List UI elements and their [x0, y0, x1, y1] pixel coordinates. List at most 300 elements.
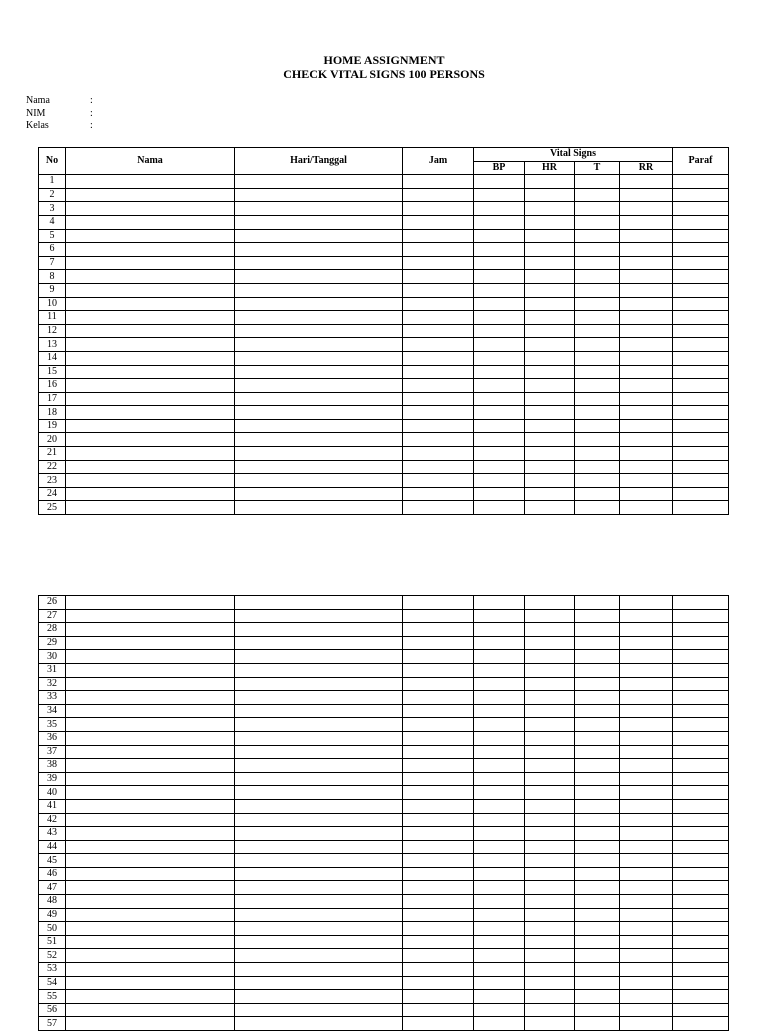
rr-cell[interactable]: [620, 636, 673, 650]
t-cell[interactable]: [575, 596, 620, 610]
bp-cell[interactable]: [474, 338, 525, 352]
paraf-cell[interactable]: [673, 433, 729, 447]
hari-tanggal-cell[interactable]: [235, 188, 403, 202]
paraf-cell[interactable]: [673, 596, 729, 610]
hr-cell[interactable]: [525, 745, 575, 759]
nama-cell[interactable]: [66, 650, 235, 664]
t-cell[interactable]: [575, 799, 620, 813]
t-cell[interactable]: [575, 256, 620, 270]
paraf-cell[interactable]: [673, 392, 729, 406]
paraf-cell[interactable]: [673, 487, 729, 501]
hari-tanggal-cell[interactable]: [235, 799, 403, 813]
nama-cell[interactable]: [66, 854, 235, 868]
hari-tanggal-cell[interactable]: [235, 270, 403, 284]
jam-cell[interactable]: [403, 270, 474, 284]
t-cell[interactable]: [575, 311, 620, 325]
t-cell[interactable]: [575, 365, 620, 379]
nama-cell[interactable]: [66, 311, 235, 325]
hari-tanggal-cell[interactable]: [235, 963, 403, 977]
nama-cell[interactable]: [66, 256, 235, 270]
jam-cell[interactable]: [403, 392, 474, 406]
hr-cell[interactable]: [525, 867, 575, 881]
jam-cell[interactable]: [403, 609, 474, 623]
hari-tanggal-cell[interactable]: [235, 297, 403, 311]
nama-cell[interactable]: [66, 935, 235, 949]
paraf-cell[interactable]: [673, 840, 729, 854]
jam-cell[interactable]: [403, 976, 474, 990]
hari-tanggal-cell[interactable]: [235, 501, 403, 515]
jam-cell[interactable]: [403, 691, 474, 705]
bp-cell[interactable]: [474, 324, 525, 338]
bp-cell[interactable]: [474, 256, 525, 270]
nama-cell[interactable]: [66, 827, 235, 841]
bp-cell[interactable]: [474, 243, 525, 257]
paraf-cell[interactable]: [673, 922, 729, 936]
jam-cell[interactable]: [403, 949, 474, 963]
nama-cell[interactable]: [66, 786, 235, 800]
bp-cell[interactable]: [474, 854, 525, 868]
hari-tanggal-cell[interactable]: [235, 895, 403, 909]
rr-cell[interactable]: [620, 623, 673, 637]
t-cell[interactable]: [575, 392, 620, 406]
jam-cell[interactable]: [403, 202, 474, 216]
rr-cell[interactable]: [620, 813, 673, 827]
t-cell[interactable]: [575, 881, 620, 895]
rr-cell[interactable]: [620, 379, 673, 393]
hari-tanggal-cell[interactable]: [235, 840, 403, 854]
paraf-cell[interactable]: [673, 691, 729, 705]
jam-cell[interactable]: [403, 786, 474, 800]
hari-tanggal-cell[interactable]: [235, 786, 403, 800]
hari-tanggal-cell[interactable]: [235, 406, 403, 420]
nama-cell[interactable]: [66, 840, 235, 854]
paraf-cell[interactable]: [673, 324, 729, 338]
hr-cell[interactable]: [525, 677, 575, 691]
t-cell[interactable]: [575, 501, 620, 515]
hr-cell[interactable]: [525, 297, 575, 311]
paraf-cell[interactable]: [673, 799, 729, 813]
hr-cell[interactable]: [525, 704, 575, 718]
nama-cell[interactable]: [66, 867, 235, 881]
bp-cell[interactable]: [474, 949, 525, 963]
t-cell[interactable]: [575, 609, 620, 623]
t-cell[interactable]: [575, 623, 620, 637]
bp-cell[interactable]: [474, 745, 525, 759]
bp-cell[interactable]: [474, 922, 525, 936]
paraf-cell[interactable]: [673, 650, 729, 664]
bp-cell[interactable]: [474, 908, 525, 922]
nama-cell[interactable]: [66, 447, 235, 461]
t-cell[interactable]: [575, 487, 620, 501]
hr-cell[interactable]: [525, 990, 575, 1004]
nama-cell[interactable]: [66, 759, 235, 773]
bp-cell[interactable]: [474, 731, 525, 745]
paraf-cell[interactable]: [673, 215, 729, 229]
hari-tanggal-cell[interactable]: [235, 419, 403, 433]
bp-cell[interactable]: [474, 283, 525, 297]
t-cell[interactable]: [575, 772, 620, 786]
jam-cell[interactable]: [403, 175, 474, 189]
rr-cell[interactable]: [620, 609, 673, 623]
hari-tanggal-cell[interactable]: [235, 609, 403, 623]
rr-cell[interactable]: [620, 297, 673, 311]
jam-cell[interactable]: [403, 379, 474, 393]
bp-cell[interactable]: [474, 215, 525, 229]
jam-cell[interactable]: [403, 799, 474, 813]
rr-cell[interactable]: [620, 460, 673, 474]
rr-cell[interactable]: [620, 1003, 673, 1017]
rr-cell[interactable]: [620, 311, 673, 325]
hari-tanggal-cell[interactable]: [235, 718, 403, 732]
t-cell[interactable]: [575, 215, 620, 229]
jam-cell[interactable]: [403, 406, 474, 420]
bp-cell[interactable]: [474, 175, 525, 189]
t-cell[interactable]: [575, 474, 620, 488]
bp-cell[interactable]: [474, 976, 525, 990]
nama-cell[interactable]: [66, 813, 235, 827]
hr-cell[interactable]: [525, 772, 575, 786]
t-cell[interactable]: [575, 283, 620, 297]
hari-tanggal-cell[interactable]: [235, 338, 403, 352]
rr-cell[interactable]: [620, 650, 673, 664]
rr-cell[interactable]: [620, 799, 673, 813]
hari-tanggal-cell[interactable]: [235, 922, 403, 936]
nama-cell[interactable]: [66, 406, 235, 420]
jam-cell[interactable]: [403, 922, 474, 936]
bp-cell[interactable]: [474, 460, 525, 474]
bp-cell[interactable]: [474, 963, 525, 977]
paraf-cell[interactable]: [673, 338, 729, 352]
nama-cell[interactable]: [66, 188, 235, 202]
bp-cell[interactable]: [474, 297, 525, 311]
hari-tanggal-cell[interactable]: [235, 854, 403, 868]
bp-cell[interactable]: [474, 718, 525, 732]
nama-cell[interactable]: [66, 976, 235, 990]
nama-cell[interactable]: [66, 990, 235, 1004]
t-cell[interactable]: [575, 895, 620, 909]
nama-cell[interactable]: [66, 799, 235, 813]
hari-tanggal-cell[interactable]: [235, 976, 403, 990]
bp-cell[interactable]: [474, 447, 525, 461]
bp-cell[interactable]: [474, 365, 525, 379]
nama-cell[interactable]: [66, 229, 235, 243]
bp-cell[interactable]: [474, 691, 525, 705]
jam-cell[interactable]: [403, 243, 474, 257]
hari-tanggal-cell[interactable]: [235, 663, 403, 677]
rr-cell[interactable]: [620, 840, 673, 854]
rr-cell[interactable]: [620, 731, 673, 745]
hr-cell[interactable]: [525, 650, 575, 664]
jam-cell[interactable]: [403, 867, 474, 881]
bp-cell[interactable]: [474, 609, 525, 623]
bp-cell[interactable]: [474, 270, 525, 284]
paraf-cell[interactable]: [673, 447, 729, 461]
t-cell[interactable]: [575, 976, 620, 990]
t-cell[interactable]: [575, 759, 620, 773]
bp-cell[interactable]: [474, 596, 525, 610]
hr-cell[interactable]: [525, 487, 575, 501]
bp-cell[interactable]: [474, 379, 525, 393]
hr-cell[interactable]: [525, 691, 575, 705]
paraf-cell[interactable]: [673, 854, 729, 868]
hari-tanggal-cell[interactable]: [235, 881, 403, 895]
hr-cell[interactable]: [525, 759, 575, 773]
jam-cell[interactable]: [403, 718, 474, 732]
hr-cell[interactable]: [525, 813, 575, 827]
hari-tanggal-cell[interactable]: [235, 691, 403, 705]
paraf-cell[interactable]: [673, 949, 729, 963]
paraf-cell[interactable]: [673, 935, 729, 949]
hr-cell[interactable]: [525, 311, 575, 325]
jam-cell[interactable]: [403, 188, 474, 202]
jam-cell[interactable]: [403, 895, 474, 909]
paraf-cell[interactable]: [673, 229, 729, 243]
rr-cell[interactable]: [620, 243, 673, 257]
hari-tanggal-cell[interactable]: [235, 487, 403, 501]
bp-cell[interactable]: [474, 799, 525, 813]
nama-cell[interactable]: [66, 215, 235, 229]
rr-cell[interactable]: [620, 786, 673, 800]
bp-cell[interactable]: [474, 311, 525, 325]
hr-cell[interactable]: [525, 799, 575, 813]
nama-cell[interactable]: [66, 745, 235, 759]
hr-cell[interactable]: [525, 256, 575, 270]
paraf-cell[interactable]: [673, 813, 729, 827]
nama-cell[interactable]: [66, 487, 235, 501]
bp-cell[interactable]: [474, 895, 525, 909]
rr-cell[interactable]: [620, 881, 673, 895]
hr-cell[interactable]: [525, 840, 575, 854]
hr-cell[interactable]: [525, 419, 575, 433]
hari-tanggal-cell[interactable]: [235, 908, 403, 922]
t-cell[interactable]: [575, 949, 620, 963]
jam-cell[interactable]: [403, 745, 474, 759]
hari-tanggal-cell[interactable]: [235, 351, 403, 365]
hr-cell[interactable]: [525, 827, 575, 841]
hr-cell[interactable]: [525, 786, 575, 800]
hr-cell[interactable]: [525, 922, 575, 936]
bp-cell[interactable]: [474, 188, 525, 202]
hr-cell[interactable]: [525, 392, 575, 406]
paraf-cell[interactable]: [673, 963, 729, 977]
jam-cell[interactable]: [403, 229, 474, 243]
rr-cell[interactable]: [620, 487, 673, 501]
rr-cell[interactable]: [620, 215, 673, 229]
t-cell[interactable]: [575, 379, 620, 393]
nama-cell[interactable]: [66, 596, 235, 610]
jam-cell[interactable]: [403, 324, 474, 338]
t-cell[interactable]: [575, 406, 620, 420]
paraf-cell[interactable]: [673, 759, 729, 773]
paraf-cell[interactable]: [673, 297, 729, 311]
jam-cell[interactable]: [403, 501, 474, 515]
hr-cell[interactable]: [525, 215, 575, 229]
nama-cell[interactable]: [66, 609, 235, 623]
bp-cell[interactable]: [474, 650, 525, 664]
rr-cell[interactable]: [620, 229, 673, 243]
hr-cell[interactable]: [525, 935, 575, 949]
hr-cell[interactable]: [525, 175, 575, 189]
rr-cell[interactable]: [620, 474, 673, 488]
t-cell[interactable]: [575, 175, 620, 189]
hari-tanggal-cell[interactable]: [235, 772, 403, 786]
rr-cell[interactable]: [620, 188, 673, 202]
paraf-cell[interactable]: [673, 202, 729, 216]
paraf-cell[interactable]: [673, 636, 729, 650]
jam-cell[interactable]: [403, 474, 474, 488]
jam-cell[interactable]: [403, 215, 474, 229]
nama-cell[interactable]: [66, 283, 235, 297]
paraf-cell[interactable]: [673, 270, 729, 284]
nama-cell[interactable]: [66, 351, 235, 365]
bp-cell[interactable]: [474, 392, 525, 406]
paraf-cell[interactable]: [673, 283, 729, 297]
bp-cell[interactable]: [474, 474, 525, 488]
bp-cell[interactable]: [474, 759, 525, 773]
nama-cell[interactable]: [66, 949, 235, 963]
jam-cell[interactable]: [403, 827, 474, 841]
t-cell[interactable]: [575, 922, 620, 936]
jam-cell[interactable]: [403, 677, 474, 691]
t-cell[interactable]: [575, 202, 620, 216]
hr-cell[interactable]: [525, 460, 575, 474]
paraf-cell[interactable]: [673, 786, 729, 800]
jam-cell[interactable]: [403, 881, 474, 895]
jam-cell[interactable]: [403, 365, 474, 379]
paraf-cell[interactable]: [673, 881, 729, 895]
paraf-cell[interactable]: [673, 379, 729, 393]
nama-cell[interactable]: [66, 677, 235, 691]
hari-tanggal-cell[interactable]: [235, 474, 403, 488]
t-cell[interactable]: [575, 650, 620, 664]
paraf-cell[interactable]: [673, 311, 729, 325]
t-cell[interactable]: [575, 636, 620, 650]
rr-cell[interactable]: [620, 854, 673, 868]
bp-cell[interactable]: [474, 827, 525, 841]
nama-cell[interactable]: [66, 731, 235, 745]
paraf-cell[interactable]: [673, 256, 729, 270]
nama-cell[interactable]: [66, 881, 235, 895]
nama-cell[interactable]: [66, 704, 235, 718]
bp-cell[interactable]: [474, 813, 525, 827]
bp-cell[interactable]: [474, 772, 525, 786]
nama-cell[interactable]: [66, 433, 235, 447]
nama-cell[interactable]: [66, 772, 235, 786]
paraf-cell[interactable]: [673, 609, 729, 623]
hr-cell[interactable]: [525, 351, 575, 365]
hr-cell[interactable]: [525, 243, 575, 257]
hr-cell[interactable]: [525, 609, 575, 623]
rr-cell[interactable]: [620, 270, 673, 284]
rr-cell[interactable]: [620, 351, 673, 365]
hr-cell[interactable]: [525, 283, 575, 297]
nama-cell[interactable]: [66, 663, 235, 677]
paraf-cell[interactable]: [673, 188, 729, 202]
nama-cell[interactable]: [66, 202, 235, 216]
jam-cell[interactable]: [403, 636, 474, 650]
jam-cell[interactable]: [403, 650, 474, 664]
paraf-cell[interactable]: [673, 990, 729, 1004]
hari-tanggal-cell[interactable]: [235, 311, 403, 325]
hari-tanggal-cell[interactable]: [235, 202, 403, 216]
bp-cell[interactable]: [474, 202, 525, 216]
jam-cell[interactable]: [403, 338, 474, 352]
paraf-cell[interactable]: [673, 175, 729, 189]
jam-cell[interactable]: [403, 460, 474, 474]
hr-cell[interactable]: [525, 406, 575, 420]
jam-cell[interactable]: [403, 487, 474, 501]
jam-cell[interactable]: [403, 1003, 474, 1017]
jam-cell[interactable]: [403, 813, 474, 827]
hari-tanggal-cell[interactable]: [235, 636, 403, 650]
nama-cell[interactable]: [66, 392, 235, 406]
hari-tanggal-cell[interactable]: [235, 1003, 403, 1017]
t-cell[interactable]: [575, 745, 620, 759]
t-cell[interactable]: [575, 663, 620, 677]
jam-cell[interactable]: [403, 840, 474, 854]
jam-cell[interactable]: [403, 963, 474, 977]
rr-cell[interactable]: [620, 365, 673, 379]
rr-cell[interactable]: [620, 175, 673, 189]
rr-cell[interactable]: [620, 283, 673, 297]
rr-cell[interactable]: [620, 324, 673, 338]
hari-tanggal-cell[interactable]: [235, 175, 403, 189]
rr-cell[interactable]: [620, 392, 673, 406]
t-cell[interactable]: [575, 324, 620, 338]
jam-cell[interactable]: [403, 256, 474, 270]
nama-cell[interactable]: [66, 379, 235, 393]
hr-cell[interactable]: [525, 501, 575, 515]
hari-tanggal-cell[interactable]: [235, 243, 403, 257]
t-cell[interactable]: [575, 297, 620, 311]
hari-tanggal-cell[interactable]: [235, 867, 403, 881]
rr-cell[interactable]: [620, 745, 673, 759]
nama-cell[interactable]: [66, 1003, 235, 1017]
jam-cell[interactable]: [403, 623, 474, 637]
jam-cell[interactable]: [403, 854, 474, 868]
bp-cell[interactable]: [474, 786, 525, 800]
rr-cell[interactable]: [620, 895, 673, 909]
paraf-cell[interactable]: [673, 677, 729, 691]
rr-cell[interactable]: [620, 990, 673, 1004]
hari-tanggal-cell[interactable]: [235, 935, 403, 949]
rr-cell[interactable]: [620, 596, 673, 610]
rr-cell[interactable]: [620, 663, 673, 677]
hr-cell[interactable]: [525, 623, 575, 637]
paraf-cell[interactable]: [673, 718, 729, 732]
hr-cell[interactable]: [525, 379, 575, 393]
rr-cell[interactable]: [620, 691, 673, 705]
paraf-cell[interactable]: [673, 867, 729, 881]
jam-cell[interactable]: [403, 704, 474, 718]
nama-cell[interactable]: [66, 474, 235, 488]
hari-tanggal-cell[interactable]: [235, 596, 403, 610]
hr-cell[interactable]: [525, 881, 575, 895]
bp-cell[interactable]: [474, 867, 525, 881]
jam-cell[interactable]: [403, 419, 474, 433]
jam-cell[interactable]: [403, 935, 474, 949]
t-cell[interactable]: [575, 854, 620, 868]
hari-tanggal-cell[interactable]: [235, 460, 403, 474]
hr-cell[interactable]: [525, 474, 575, 488]
nama-cell[interactable]: [66, 338, 235, 352]
nama-cell[interactable]: [66, 922, 235, 936]
paraf-cell[interactable]: [673, 365, 729, 379]
hari-tanggal-cell[interactable]: [235, 447, 403, 461]
hr-cell[interactable]: [525, 365, 575, 379]
hari-tanggal-cell[interactable]: [235, 283, 403, 297]
paraf-cell[interactable]: [673, 663, 729, 677]
